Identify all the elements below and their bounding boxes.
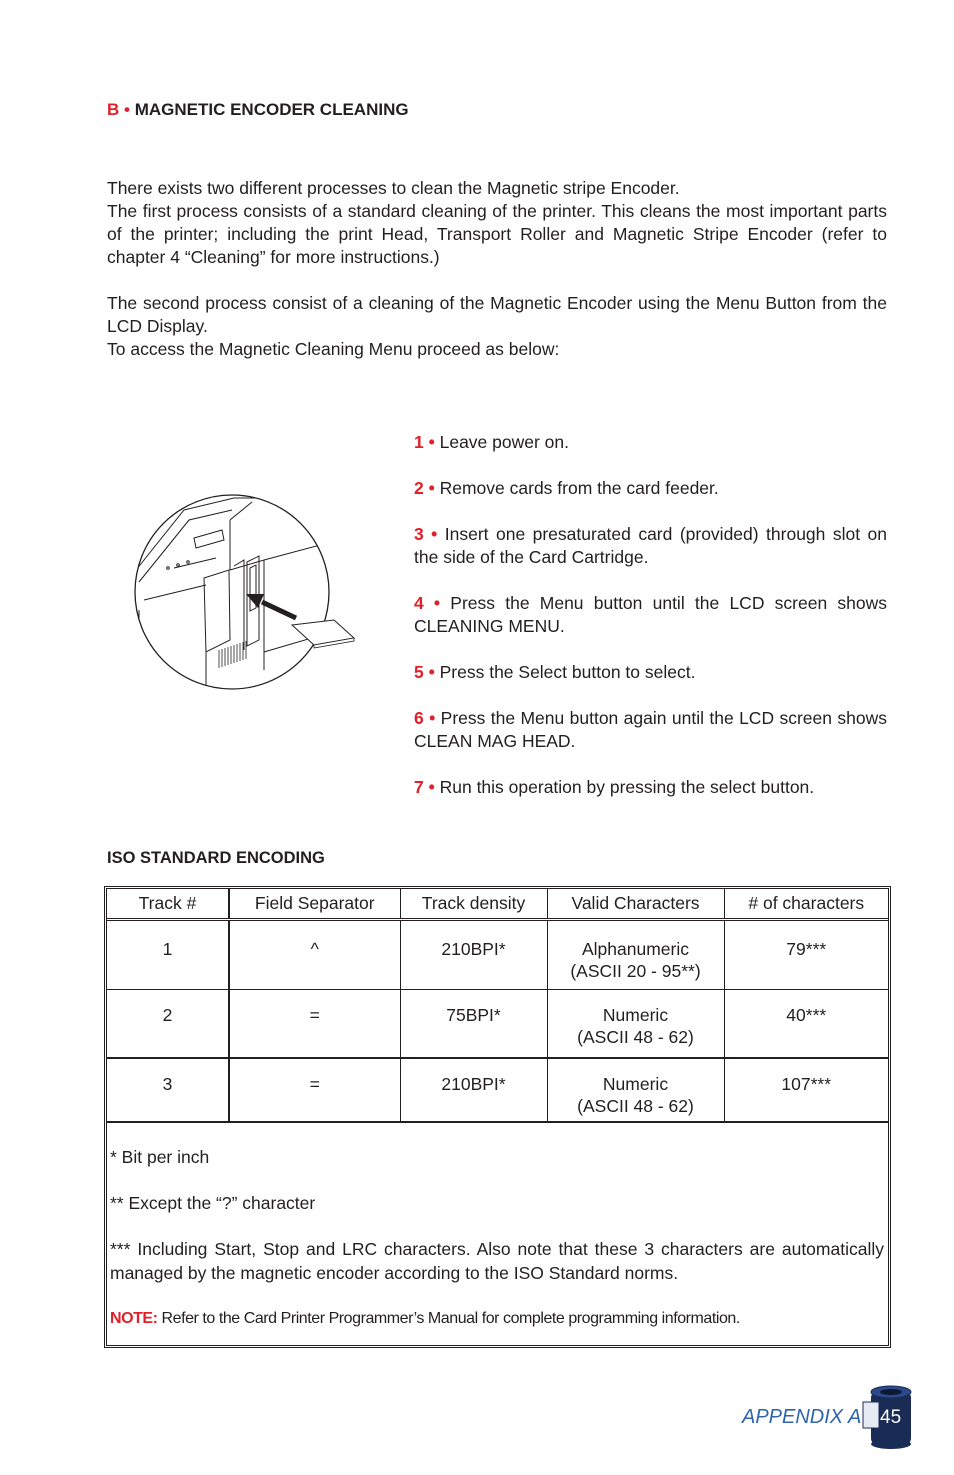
table-row — [107, 1058, 888, 1122]
footnote-including-start-stop: *** Including Start, Stop and LRC characters. Also note that these 3 characters are automatically managed by the magnetic encoder according to the ISO Standard norms. — [110, 1239, 884, 1283]
cell-valid-characters — [547, 990, 724, 1058]
step-item — [414, 776, 887, 799]
intro-text — [107, 177, 887, 361]
step-number: 4 • — [414, 593, 441, 613]
header-track: Track # — [107, 889, 229, 920]
step-item — [414, 707, 887, 753]
cell-track: 2 — [107, 990, 229, 1058]
cell-density: 75BPI* — [400, 990, 547, 1058]
cell-valid-characters — [547, 1058, 724, 1122]
step-number: 5 • — [414, 662, 435, 682]
section-prefix: B • — [107, 100, 130, 119]
cell-separator: = — [229, 1058, 400, 1122]
step-text: Press the Menu button until the LCD screen shows CLEANING MENU. — [414, 593, 887, 636]
iso-encoding-table — [107, 889, 888, 1123]
section-title — [107, 100, 409, 120]
valid-characters-range: (ASCII 48 - 62) — [577, 1095, 694, 1116]
table-header-row — [107, 889, 888, 920]
section-title-text: MAGNETIC ENCODER CLEANING — [134, 100, 409, 119]
step-text: Run this operation by pressing the select button. — [439, 777, 815, 797]
table-row — [107, 990, 888, 1058]
header-number-of-characters: # of characters — [724, 889, 888, 920]
table-footnotes — [110, 1145, 884, 1331]
footnote-except-character: ** Except the “?” character — [110, 1193, 316, 1213]
page-number: 45 — [880, 1407, 902, 1428]
cell-track: 1 — [107, 920, 229, 990]
step-number: 3 • — [414, 524, 438, 544]
step-number: 1 • — [414, 432, 435, 452]
cell-count: 79*** — [724, 920, 888, 990]
step-text: Insert one presaturated card (provided) through slot on the side of the Card Cartridge. — [414, 524, 887, 567]
step-number: 7 • — [414, 777, 435, 797]
table-row — [107, 920, 888, 990]
step-text: Remove cards from the card feeder. — [439, 478, 719, 498]
intro-paragraph-1: There exists two different processes to clean the Magnetic stripe Encoder. — [107, 178, 680, 198]
valid-characters-type: Numeric — [602, 1005, 669, 1025]
cell-density: 210BPI* — [400, 1058, 547, 1122]
step-item — [414, 477, 887, 500]
step-item — [414, 431, 887, 454]
note-text: Refer to the Card Printer Programmer’s Manual for complete programming information. — [157, 1310, 740, 1327]
intro-paragraph-4: To access the Magnetic Cleaning Menu proceed as below: — [107, 339, 560, 359]
programming-note — [110, 1307, 884, 1331]
header-field-separator: Field Separator — [229, 889, 400, 920]
step-number: 2 • — [414, 478, 435, 498]
note-label: NOTE: — [110, 1310, 158, 1327]
valid-characters-type: Numeric — [602, 1073, 669, 1094]
valid-characters-type: Alphanumeric — [582, 939, 689, 959]
intro-paragraph-3: The second process consist of a cleaning of the Magnetic Encoder using the Menu Button from the LCD Display. — [107, 293, 887, 336]
iso-section-title: ISO STANDARD ENCODING — [107, 849, 325, 867]
cell-density: 210BPI* — [400, 920, 547, 990]
cell-separator: = — [229, 990, 400, 1058]
cell-valid-characters — [547, 920, 724, 990]
step-item — [414, 523, 887, 569]
valid-characters-range: (ASCII 20 - 95**) — [570, 961, 701, 981]
printer-card-insert-illustration — [134, 490, 364, 700]
cleaning-steps — [414, 431, 887, 799]
step-number: 6 • — [414, 708, 436, 728]
header-track-density: Track density — [400, 889, 547, 920]
header-valid-characters: Valid Characters — [547, 889, 724, 920]
cell-separator: ^ — [229, 920, 400, 990]
step-item — [414, 661, 887, 684]
valid-characters-range: (ASCII 48 - 62) — [577, 1027, 694, 1047]
step-text: Press the Menu button again until the LCD screen shows CLEAN MAG HEAD. — [414, 708, 887, 751]
appendix-label: APPENDIX A — [742, 1406, 862, 1428]
step-text: Press the Select button to select. — [439, 662, 696, 682]
step-item — [414, 592, 887, 638]
cell-count: 107*** — [724, 1058, 888, 1122]
intro-paragraph-2: The first process consists of a standard cleaning of the printer. This cleans the most important parts of the printer; including the print Head, Transport Roller and Magnetic Stripe Encoder (refer to chapter 4 “Cleaning” for more instructions.) — [107, 201, 887, 267]
cell-track: 3 — [107, 1058, 229, 1122]
cell-count: 40*** — [724, 990, 888, 1058]
step-text: Leave power on. — [439, 432, 570, 452]
footnote-bit-per-inch: * Bit per inch — [110, 1147, 210, 1167]
